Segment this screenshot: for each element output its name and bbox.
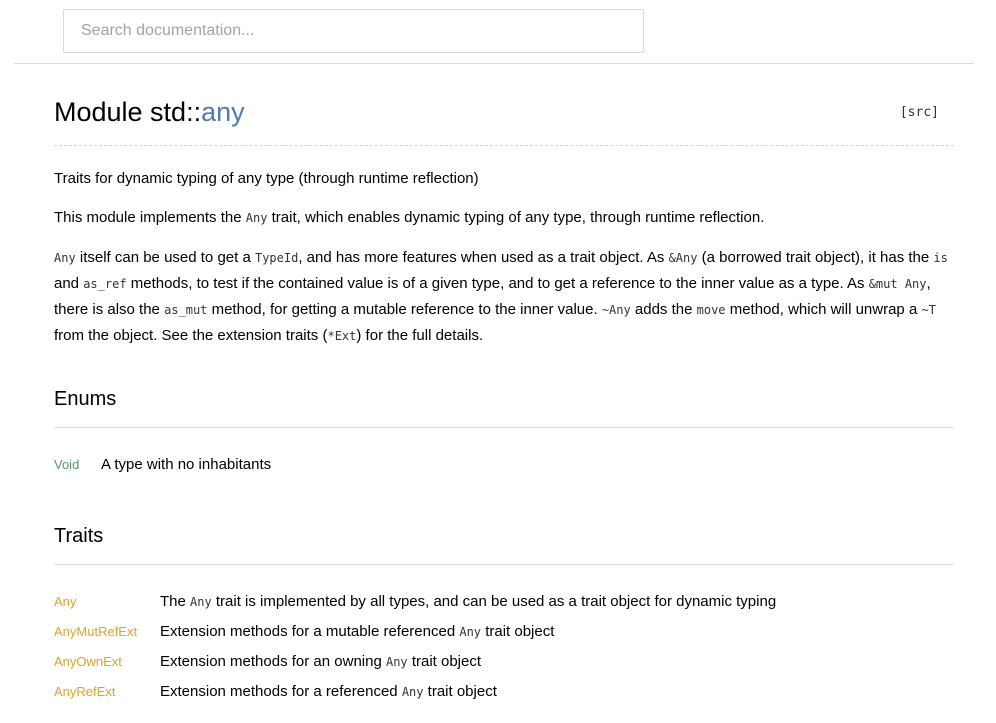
code-typeid: TypeId [254, 251, 299, 265]
trait-row [54, 590, 954, 614]
trait-row [54, 620, 954, 644]
code-mut-any: &mut Any [868, 277, 927, 291]
code-any: Any [245, 211, 268, 225]
trait-row [54, 650, 954, 674]
enum-link-void[interactable]: Void [54, 457, 80, 472]
code-any: Any [401, 685, 424, 699]
code-owned-t: ~T [921, 303, 936, 317]
title-prefix: Module std:: [54, 97, 202, 127]
trait-description: Extension methods for an owning Any trait object [160, 653, 482, 670]
module-summary: Traits for dynamic typing of any type (through runtime reflection) [54, 170, 479, 187]
page-title [54, 94, 245, 130]
trait-description: Extension methods for a referenced Any trait object [160, 683, 497, 700]
enums-heading[interactable]: Enums [54, 388, 117, 410]
module-name-link[interactable]: any [201, 97, 245, 127]
trait-description: Extension methods for a mutable referenced Any trait object [160, 623, 555, 640]
trait-link-anymutrefext[interactable]: AnyMutRefExt [54, 624, 138, 639]
trait-row [54, 680, 954, 704]
code-any: Any [385, 655, 408, 669]
code-any: Any [190, 595, 212, 609]
code-is: is [933, 251, 948, 265]
header-divider [14, 63, 974, 64]
traits-divider [54, 564, 954, 565]
enum-description: A type with no inhabitants [101, 456, 272, 473]
trait-link-anyownext[interactable]: AnyOwnExt [54, 654, 122, 669]
trait-link-anyrefext[interactable]: AnyRefExt [54, 684, 116, 699]
traits-heading[interactable]: Traits [54, 525, 104, 547]
code-any: Any [459, 625, 482, 639]
trait-description: The Any trait is implemented by all types, and can be used as a trait object for dynamic typing [160, 593, 777, 610]
intro-paragraph-3: Any itself can be used to get a TypeId, and has more features when used as a trait object. As &Any (a borrowed trait object), it has the is and as_ref methods, to test if the contained value is of a given type, and to get a reference to the inner value as a type. As &mut Any, there is also the as_mut method, for getting a mutable reference to the inner value. ~Any adds the move method, which will unwrap a ~T from the object. See the extension traits (*Ext) for the full details. [54, 249, 948, 344]
code-ext: *Ext [327, 329, 357, 343]
trait-link-any[interactable]: Any [54, 594, 77, 609]
enums-divider [54, 427, 954, 428]
code-move: move [696, 303, 726, 317]
code-ref-any: &Any [668, 251, 698, 265]
search-input[interactable] [63, 9, 644, 53]
intro-paragraph-2: This module implements the Any trait, which enables dynamic typing of any type, through runtime reflection. [54, 209, 765, 226]
code-as-mut: as_mut [164, 303, 208, 317]
code-any: Any [54, 251, 76, 265]
source-link[interactable]: [src] [899, 105, 939, 120]
title-divider [54, 145, 954, 146]
code-as-ref: as_ref [83, 277, 127, 291]
enum-row [54, 453, 954, 477]
code-owned-any: ~Any [601, 303, 631, 317]
